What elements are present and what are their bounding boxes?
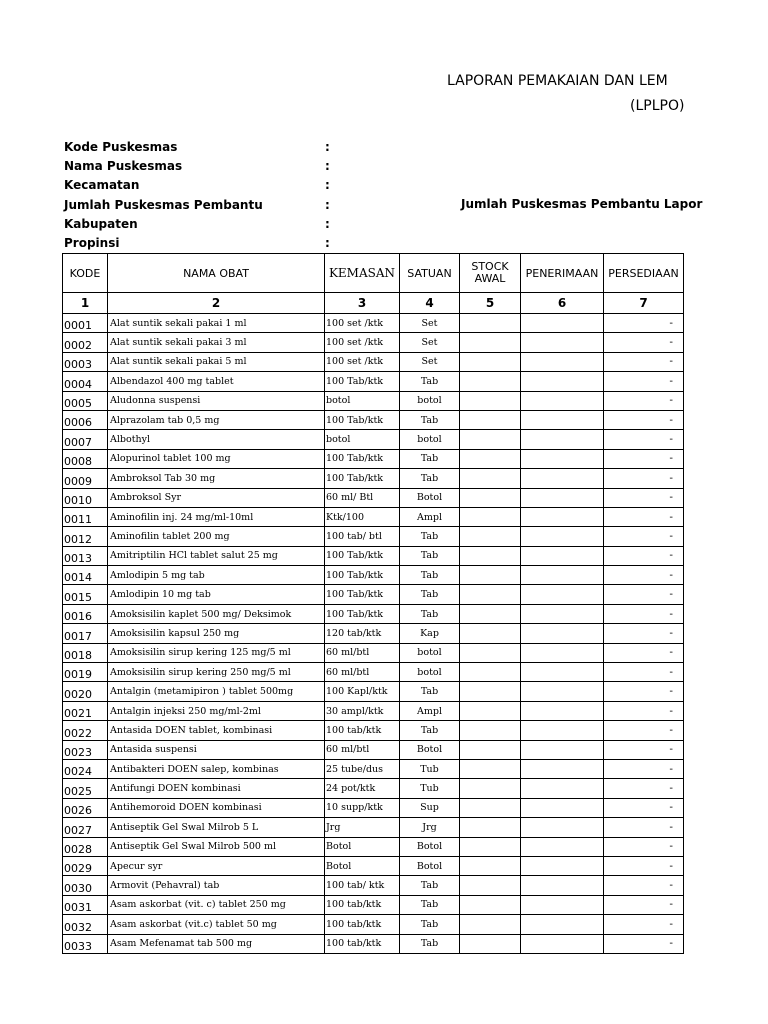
table-row — [63, 449, 684, 468]
penerimaan-cell — [521, 856, 604, 875]
kemasan-cell: 100 Tab/ktk — [325, 604, 400, 623]
stock-awal-cell — [460, 779, 521, 798]
kode-cell: 0016 — [63, 604, 108, 623]
persediaan-cell: - — [604, 876, 684, 895]
penerimaan-cell — [521, 314, 604, 333]
nama-obat-cell: Antiseptik Gel Swal Milrob 500 ml — [108, 837, 325, 856]
kode-cell: 0011 — [63, 507, 108, 526]
stock-awal-cell — [460, 566, 521, 585]
kode-cell: 0004 — [63, 372, 108, 391]
info-label-kode: Kode Puskesmas — [64, 140, 178, 154]
nama-obat-cell: Amoksisilin sirup kering 250 mg/5 ml — [108, 663, 325, 682]
info-colon: : — [325, 198, 330, 212]
stock-awal-cell — [460, 876, 521, 895]
penerimaan-cell — [521, 624, 604, 643]
kode-cell: 0021 — [63, 701, 108, 720]
stock-awal-cell — [460, 314, 521, 333]
penerimaan-cell — [521, 701, 604, 720]
persediaan-cell: - — [604, 333, 684, 352]
penerimaan-cell — [521, 798, 604, 817]
persediaan-cell: - — [604, 837, 684, 856]
nama-obat-cell: Antasida DOEN tablet, kombinasi — [108, 721, 325, 740]
info-colon: : — [325, 159, 330, 173]
nama-obat-cell: Amoksisilin sirup kering 125 mg/5 ml — [108, 643, 325, 662]
satuan-cell: Tab — [400, 915, 460, 934]
table-row — [63, 314, 684, 333]
stock-awal-cell — [460, 469, 521, 488]
nama-obat-cell: Alopurinol tablet 100 mg — [108, 449, 325, 468]
nama-obat-cell: Ambroksol Syr — [108, 488, 325, 507]
stock-awal-cell — [460, 798, 521, 817]
persediaan-cell: - — [604, 740, 684, 759]
kode-cell: 0012 — [63, 527, 108, 546]
persediaan-cell: - — [604, 469, 684, 488]
kode-cell: 0024 — [63, 759, 108, 778]
satuan-cell: Tab — [400, 546, 460, 565]
table-row — [63, 585, 684, 604]
persediaan-cell: - — [604, 507, 684, 526]
satuan-cell: Tab — [400, 566, 460, 585]
penerimaan-cell — [521, 585, 604, 604]
table-row — [63, 604, 684, 623]
header-stock-line1: STOCK — [471, 260, 509, 273]
table-row — [63, 934, 684, 953]
kode-cell: 0019 — [63, 663, 108, 682]
penerimaan-cell — [521, 449, 604, 468]
persediaan-cell: - — [604, 604, 684, 623]
col-number: 1 — [63, 293, 108, 314]
penerimaan-cell — [521, 546, 604, 565]
nama-obat-cell: Albothyl — [108, 430, 325, 449]
stock-awal-cell — [460, 546, 521, 565]
nama-obat-cell: Apecur syr — [108, 856, 325, 875]
table-row — [63, 507, 684, 526]
header-persediaan: PERSEDIAAN — [604, 254, 684, 293]
column-number-row — [63, 293, 684, 314]
nama-obat-cell: Amitriptilin HCl tablet salut 25 mg — [108, 546, 325, 565]
satuan-cell: Jrg — [400, 818, 460, 837]
nama-obat-cell: Amlodipin 10 mg tab — [108, 585, 325, 604]
stock-awal-cell — [460, 333, 521, 352]
header-stock-awal — [460, 254, 521, 293]
table-row — [63, 798, 684, 817]
table-row — [63, 837, 684, 856]
stock-awal-cell — [460, 915, 521, 934]
persediaan-cell: - — [604, 372, 684, 391]
kemasan-cell: 10 supp/ktk — [325, 798, 400, 817]
kemasan-cell: 100 tab/ktk — [325, 915, 400, 934]
kemasan-cell: 30 ampl/ktk — [325, 701, 400, 720]
penerimaan-cell — [521, 818, 604, 837]
penerimaan-cell — [521, 779, 604, 798]
stock-awal-cell — [460, 721, 521, 740]
info-colon: : — [325, 217, 330, 231]
penerimaan-cell — [521, 391, 604, 410]
kode-cell: 0033 — [63, 934, 108, 953]
stock-awal-cell — [460, 740, 521, 759]
kemasan-cell: 100 Tab/ktk — [325, 546, 400, 565]
penerimaan-cell — [521, 663, 604, 682]
kemasan-cell: 100 tab/ btl — [325, 527, 400, 546]
table-row — [63, 643, 684, 662]
stock-awal-cell — [460, 372, 521, 391]
report-title: LAPORAN PEMAKAIAN DAN LEM — [447, 73, 668, 89]
satuan-cell: Tab — [400, 449, 460, 468]
nama-obat-cell: Ambroksol Tab 30 mg — [108, 469, 325, 488]
penerimaan-cell — [521, 507, 604, 526]
info-label-nama: Nama Puskesmas — [64, 159, 183, 173]
satuan-cell: Botol — [400, 856, 460, 875]
satuan-cell: Tab — [400, 527, 460, 546]
kode-cell: 0030 — [63, 876, 108, 895]
satuan-cell: botol — [400, 663, 460, 682]
penerimaan-cell — [521, 721, 604, 740]
persediaan-cell: - — [604, 314, 684, 333]
penerimaan-cell — [521, 740, 604, 759]
satuan-cell: Kap — [400, 624, 460, 643]
nama-obat-cell: Aminofilin tablet 200 mg — [108, 527, 325, 546]
table-row — [63, 876, 684, 895]
kemasan-cell: 100 tab/ktk — [325, 934, 400, 953]
header-satuan: SATUAN — [400, 254, 460, 293]
satuan-cell: Botol — [400, 740, 460, 759]
stock-awal-cell — [460, 663, 521, 682]
kode-cell: 0026 — [63, 798, 108, 817]
kemasan-cell: 100 set /ktk — [325, 352, 400, 371]
penerimaan-cell — [521, 934, 604, 953]
satuan-cell: Sup — [400, 798, 460, 817]
penerimaan-cell — [521, 430, 604, 449]
nama-obat-cell: Asam askorbat (vit.c) tablet 50 mg — [108, 915, 325, 934]
satuan-cell: Botol — [400, 488, 460, 507]
header-stock-line2: AWAL — [474, 272, 506, 285]
table-row — [63, 333, 684, 352]
kemasan-cell: 100 tab/ktk — [325, 721, 400, 740]
kemasan-cell: 120 tab/ktk — [325, 624, 400, 643]
info-label-kecamatan: Kecamatan — [64, 178, 140, 192]
kode-cell: 0006 — [63, 410, 108, 429]
kemasan-cell: 100 tab/ ktk — [325, 876, 400, 895]
table-row — [63, 391, 684, 410]
nama-obat-cell: Asam Mefenamat tab 500 mg — [108, 934, 325, 953]
persediaan-cell: - — [604, 701, 684, 720]
kemasan-cell: Jrg — [325, 818, 400, 837]
penerimaan-cell — [521, 566, 604, 585]
persediaan-cell: - — [604, 391, 684, 410]
nama-obat-cell: Antibakteri DOEN salep, kombinas — [108, 759, 325, 778]
col-number: 7 — [604, 293, 684, 314]
satuan-cell: Tub — [400, 779, 460, 798]
persediaan-cell: - — [604, 915, 684, 934]
stock-awal-cell — [460, 895, 521, 914]
kode-cell: 0028 — [63, 837, 108, 856]
table-row — [63, 352, 684, 371]
nama-obat-cell: Asam askorbat (vit. c) tablet 250 mg — [108, 895, 325, 914]
info-label-propinsi: Propinsi — [64, 236, 120, 250]
table-row — [63, 546, 684, 565]
kode-cell: 0032 — [63, 915, 108, 934]
persediaan-cell: - — [604, 449, 684, 468]
table-row — [63, 759, 684, 778]
kode-cell: 0027 — [63, 818, 108, 837]
col-number: 4 — [400, 293, 460, 314]
penerimaan-cell — [521, 643, 604, 662]
table-row — [63, 701, 684, 720]
persediaan-cell: - — [604, 352, 684, 371]
nama-obat-cell: Amoksisilin kaplet 500 mg/ Deksimok — [108, 604, 325, 623]
stock-awal-cell — [460, 527, 521, 546]
kode-cell: 0010 — [63, 488, 108, 507]
satuan-cell: Ampl — [400, 507, 460, 526]
kemasan-cell: 60 ml/btl — [325, 643, 400, 662]
persediaan-cell: - — [604, 410, 684, 429]
stock-awal-cell — [460, 624, 521, 643]
penerimaan-cell — [521, 410, 604, 429]
persediaan-cell: - — [604, 934, 684, 953]
persediaan-cell: - — [604, 682, 684, 701]
persediaan-cell: - — [604, 566, 684, 585]
kode-cell: 0031 — [63, 895, 108, 914]
stock-awal-cell — [460, 488, 521, 507]
kemasan-cell: 100 Tab/ktk — [325, 566, 400, 585]
kemasan-cell: 60 ml/btl — [325, 663, 400, 682]
penerimaan-cell — [521, 876, 604, 895]
table-row — [63, 721, 684, 740]
persediaan-cell: - — [604, 798, 684, 817]
kode-cell: 0009 — [63, 469, 108, 488]
header-kemasan: KEMASAN — [325, 254, 400, 293]
col-number: 6 — [521, 293, 604, 314]
satuan-cell: botol — [400, 430, 460, 449]
stock-awal-cell — [460, 701, 521, 720]
kemasan-cell: 100 set /ktk — [325, 333, 400, 352]
nama-obat-cell: Armovit (Pehavral) tab — [108, 876, 325, 895]
table-row — [63, 410, 684, 429]
nama-obat-cell: Antalgin (metamipiron ) tablet 500mg — [108, 682, 325, 701]
satuan-cell: Tab — [400, 876, 460, 895]
kemasan-cell: Ktk/100 — [325, 507, 400, 526]
nama-obat-cell: Amoksisilin kapsul 250 mg — [108, 624, 325, 643]
kode-cell: 0017 — [63, 624, 108, 643]
info-colon: : — [325, 178, 330, 192]
table-row — [63, 566, 684, 585]
satuan-cell: Tab — [400, 895, 460, 914]
satuan-cell: Set — [400, 352, 460, 371]
nama-obat-cell: Albendazol 400 mg tablet — [108, 372, 325, 391]
table-row — [63, 856, 684, 875]
stock-awal-cell — [460, 837, 521, 856]
penerimaan-cell — [521, 469, 604, 488]
stock-awal-cell — [460, 643, 521, 662]
stock-awal-cell — [460, 410, 521, 429]
table-row — [63, 682, 684, 701]
persediaan-cell: - — [604, 856, 684, 875]
kemasan-cell: Botol — [325, 837, 400, 856]
kode-cell: 0018 — [63, 643, 108, 662]
info-colon: : — [325, 236, 330, 250]
kode-cell: 0029 — [63, 856, 108, 875]
penerimaan-cell — [521, 372, 604, 391]
header-penerimaan: PENERIMAAN — [521, 254, 604, 293]
stock-awal-cell — [460, 682, 521, 701]
col-number: 2 — [108, 293, 325, 314]
kemasan-cell: 24 pot/ktk — [325, 779, 400, 798]
stock-awal-cell — [460, 391, 521, 410]
satuan-cell: Botol — [400, 837, 460, 856]
persediaan-cell: - — [604, 488, 684, 507]
kemasan-cell: 100 tab/ktk — [325, 895, 400, 914]
persediaan-cell: - — [604, 895, 684, 914]
stock-awal-cell — [460, 430, 521, 449]
satuan-cell: Ampl — [400, 701, 460, 720]
penerimaan-cell — [521, 352, 604, 371]
table-row — [63, 915, 684, 934]
table-row — [63, 663, 684, 682]
penerimaan-cell — [521, 527, 604, 546]
nama-obat-cell: Antasida suspensi — [108, 740, 325, 759]
satuan-cell: Tab — [400, 410, 460, 429]
persediaan-cell: - — [604, 663, 684, 682]
kemasan-cell: botol — [325, 391, 400, 410]
kemasan-cell: 60 ml/ Btl — [325, 488, 400, 507]
stock-awal-cell — [460, 352, 521, 371]
info-label-pustu-lapor: Jumlah Puskesmas Pembantu Lapor — [461, 197, 703, 211]
info-label-jumlah-pustu: Jumlah Puskesmas Pembantu — [64, 198, 263, 212]
kemasan-cell: 100 Tab/ktk — [325, 372, 400, 391]
header-nama-obat: NAMA OBAT — [108, 254, 325, 293]
satuan-cell: Tab — [400, 721, 460, 740]
kemasan-cell: 100 set /ktk — [325, 314, 400, 333]
nama-obat-cell: Antalgin injeksi 250 mg/ml-2ml — [108, 701, 325, 720]
nama-obat-cell: Aludonna suspensi — [108, 391, 325, 410]
table-row — [63, 895, 684, 914]
kode-cell: 0020 — [63, 682, 108, 701]
persediaan-cell: - — [604, 721, 684, 740]
col-number: 3 — [325, 293, 400, 314]
persediaan-cell: - — [604, 585, 684, 604]
persediaan-cell: - — [604, 546, 684, 565]
kemasan-cell: botol — [325, 430, 400, 449]
nama-obat-cell: Alat suntik sekali pakai 3 ml — [108, 333, 325, 352]
info-label-kabupaten: Kabupaten — [64, 217, 138, 231]
stock-awal-cell — [460, 449, 521, 468]
header-row — [63, 254, 684, 293]
report-subtitle: (LPLPO) — [630, 98, 685, 114]
stock-awal-cell — [460, 856, 521, 875]
col-number: 5 — [460, 293, 521, 314]
persediaan-cell: - — [604, 759, 684, 778]
table-row — [63, 488, 684, 507]
penerimaan-cell — [521, 682, 604, 701]
kode-cell: 0003 — [63, 352, 108, 371]
kode-cell: 0001 — [63, 314, 108, 333]
table-row — [63, 430, 684, 449]
satuan-cell: botol — [400, 643, 460, 662]
header-kode: KODE — [63, 254, 108, 293]
nama-obat-cell: Antiseptik Gel Swal Milrob 5 L — [108, 818, 325, 837]
kode-cell: 0005 — [63, 391, 108, 410]
satuan-cell: Set — [400, 333, 460, 352]
penerimaan-cell — [521, 759, 604, 778]
table-row — [63, 624, 684, 643]
satuan-cell: Tab — [400, 372, 460, 391]
satuan-cell: botol — [400, 391, 460, 410]
nama-obat-cell: Alat suntik sekali pakai 1 ml — [108, 314, 325, 333]
kode-cell: 0022 — [63, 721, 108, 740]
satuan-cell: Tab — [400, 585, 460, 604]
nama-obat-cell: Aminofilin inj. 24 mg/ml-10ml — [108, 507, 325, 526]
kode-cell: 0007 — [63, 430, 108, 449]
kemasan-cell: Botol — [325, 856, 400, 875]
penerimaan-cell — [521, 604, 604, 623]
satuan-cell: Tab — [400, 934, 460, 953]
kode-cell: 0015 — [63, 585, 108, 604]
stock-awal-cell — [460, 934, 521, 953]
stock-awal-cell — [460, 604, 521, 623]
satuan-cell: Tab — [400, 604, 460, 623]
table-row — [63, 527, 684, 546]
kode-cell: 0025 — [63, 779, 108, 798]
penerimaan-cell — [521, 895, 604, 914]
penerimaan-cell — [521, 488, 604, 507]
nama-obat-cell: Antifungi DOEN kombinasi — [108, 779, 325, 798]
kode-cell: 0008 — [63, 449, 108, 468]
persediaan-cell: - — [604, 643, 684, 662]
lplpo-table — [62, 253, 684, 954]
stock-awal-cell — [460, 585, 521, 604]
kode-cell: 0014 — [63, 566, 108, 585]
satuan-cell: Tab — [400, 682, 460, 701]
table-row — [63, 818, 684, 837]
persediaan-cell: - — [604, 624, 684, 643]
table-row — [63, 779, 684, 798]
kemasan-cell: 100 Tab/ktk — [325, 410, 400, 429]
penerimaan-cell — [521, 915, 604, 934]
nama-obat-cell: Amlodipin 5 mg tab — [108, 566, 325, 585]
persediaan-cell: - — [604, 527, 684, 546]
persediaan-cell: - — [604, 818, 684, 837]
kode-cell: 0023 — [63, 740, 108, 759]
kemasan-cell: 100 Tab/ktk — [325, 469, 400, 488]
kemasan-cell: 100 Kapl/ktk — [325, 682, 400, 701]
satuan-cell: Tub — [400, 759, 460, 778]
stock-awal-cell — [460, 507, 521, 526]
table-row — [63, 372, 684, 391]
kemasan-cell: 25 tube/dus — [325, 759, 400, 778]
table-body — [63, 314, 684, 954]
nama-obat-cell: Alprazolam tab 0,5 mg — [108, 410, 325, 429]
penerimaan-cell — [521, 837, 604, 856]
stock-awal-cell — [460, 818, 521, 837]
penerimaan-cell — [521, 333, 604, 352]
table-row — [63, 740, 684, 759]
stock-awal-cell — [460, 759, 521, 778]
kemasan-cell: 60 ml/btl — [325, 740, 400, 759]
info-colon: : — [325, 140, 330, 154]
persediaan-cell: - — [604, 430, 684, 449]
table-row — [63, 469, 684, 488]
kemasan-cell: 100 Tab/ktk — [325, 585, 400, 604]
kode-cell: 0002 — [63, 333, 108, 352]
kode-cell: 0013 — [63, 546, 108, 565]
satuan-cell: Tab — [400, 469, 460, 488]
satuan-cell: Set — [400, 314, 460, 333]
persediaan-cell: - — [604, 779, 684, 798]
kemasan-cell: 100 Tab/ktk — [325, 449, 400, 468]
nama-obat-cell: Alat suntik sekali pakai 5 ml — [108, 352, 325, 371]
nama-obat-cell: Antihemoroid DOEN kombinasi — [108, 798, 325, 817]
